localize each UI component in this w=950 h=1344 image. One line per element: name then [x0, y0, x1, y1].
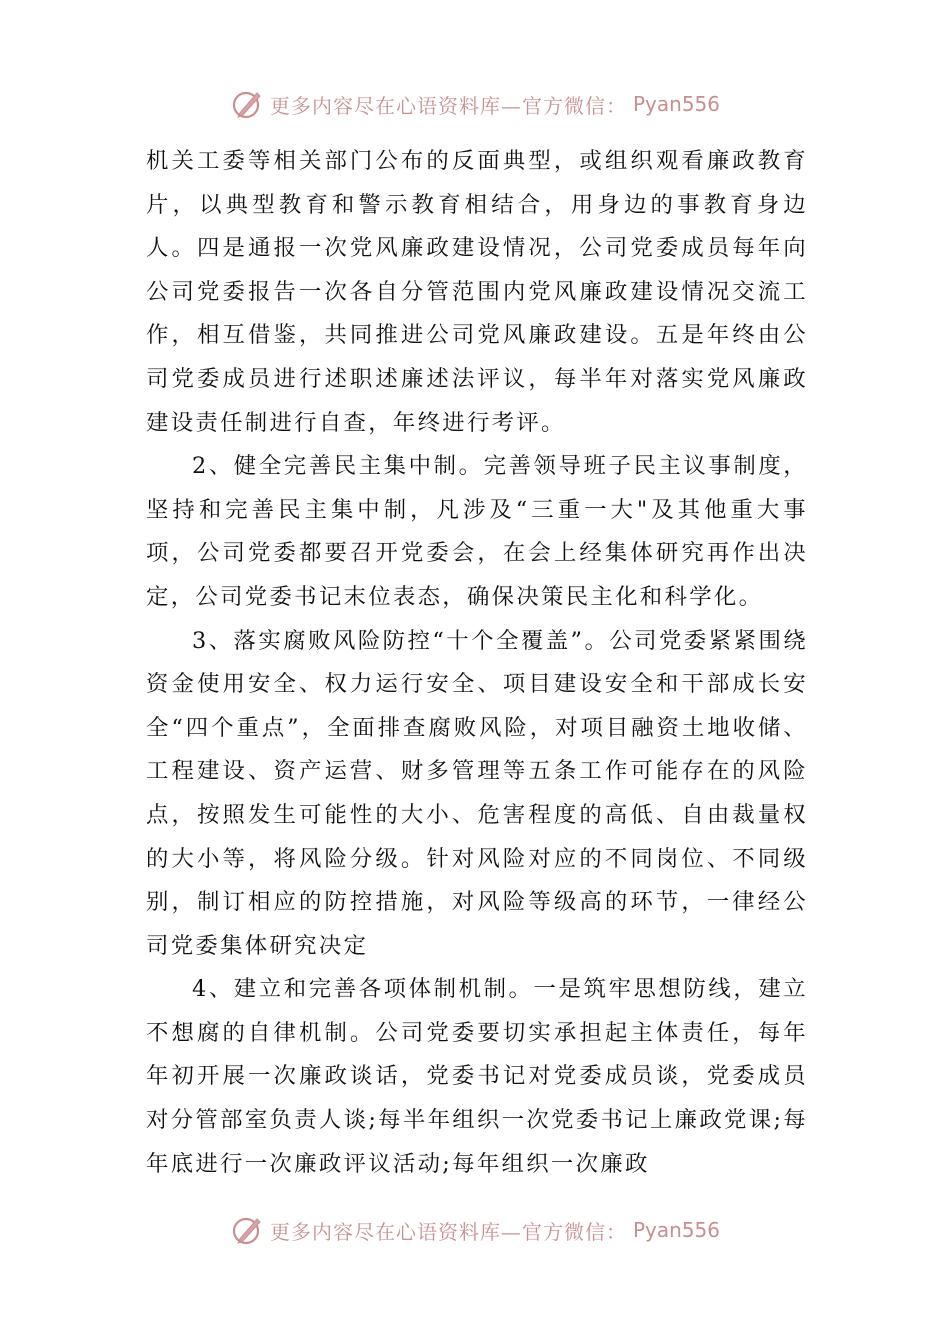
paragraph-democratic-centralism: 2、健全完善民主集中制。完善领导班子民主议事制度，坚持和完善民主集中制，凡涉及“三重一大"及其他重大事项，公司党委都要召开党委会，在会上经集体研究再作出决定，公司党委书记末位表态，确保决策民主化和科学化。	[146, 453, 808, 610]
paragraph-mechanisms: 4、建立和完善各项体制机制。一是筑牢思想防线，建立不想腐的自律机制。公司党委要切实承担起主体责任，每年年初开展一次廉政谈话，党委书记对党委成员谈，党委成员对分管部室负责人谈;每半年组织一次党委书记上廉政党课;每年底进行一次廉政评议活动;每年组织一次廉政	[146, 976, 808, 1177]
banner-wechat-id: Pyan556	[632, 1218, 720, 1242]
pen-circle-logo-icon	[230, 1213, 264, 1247]
pen-circle-logo-icon	[230, 87, 264, 121]
paragraph-risk-control: 3、落实腐败风险防控“十个全覆盖”。公司党委紧紧围绕资金使用安全、权力运行安全、项目建设安全和干部成长安全“四个重点”，全面排查腐败风险，对项目融资土地收储、工程建设、资产运营、财多管理等五条工作可能存在的风险点，按照发生可能性的大小、危害程度的高低、自由裁量权的大小等，将风险分级。针对风险对应的不同岗位、不同级别，制订相应的防控措施，对风险等级高的环节，一律经公司党委集体研究决定	[146, 627, 808, 959]
banner-text: 更多内容尽在心语资料库—官方微信：	[269, 93, 627, 118]
banner-text: 更多内容尽在心语资料库—官方微信：	[269, 1219, 627, 1244]
footer-watermark-banner	[0, 1210, 950, 1250]
banner-wechat-id: Pyan556	[632, 92, 720, 116]
header-watermark-banner	[0, 84, 950, 124]
paragraph-continuation: 机关工委等相关部门公布的反面典型，或组织观看廉政教育片，以典型教育和警示教育相结合，用身边的事教育身边人。四是通报一次党风廉政建设情况，公司党委成员每年向公司党委报告一次各自分管范围内党风廉政建设情况交流工作，相互借鉴，共同推进公司党风廉政建设。五是年终由公司党委成员进行述职述廉述法评议，每半年对落实党风廉政建设责任制进行自查，年终进行考评。	[146, 148, 808, 436]
document-body	[146, 140, 808, 1186]
